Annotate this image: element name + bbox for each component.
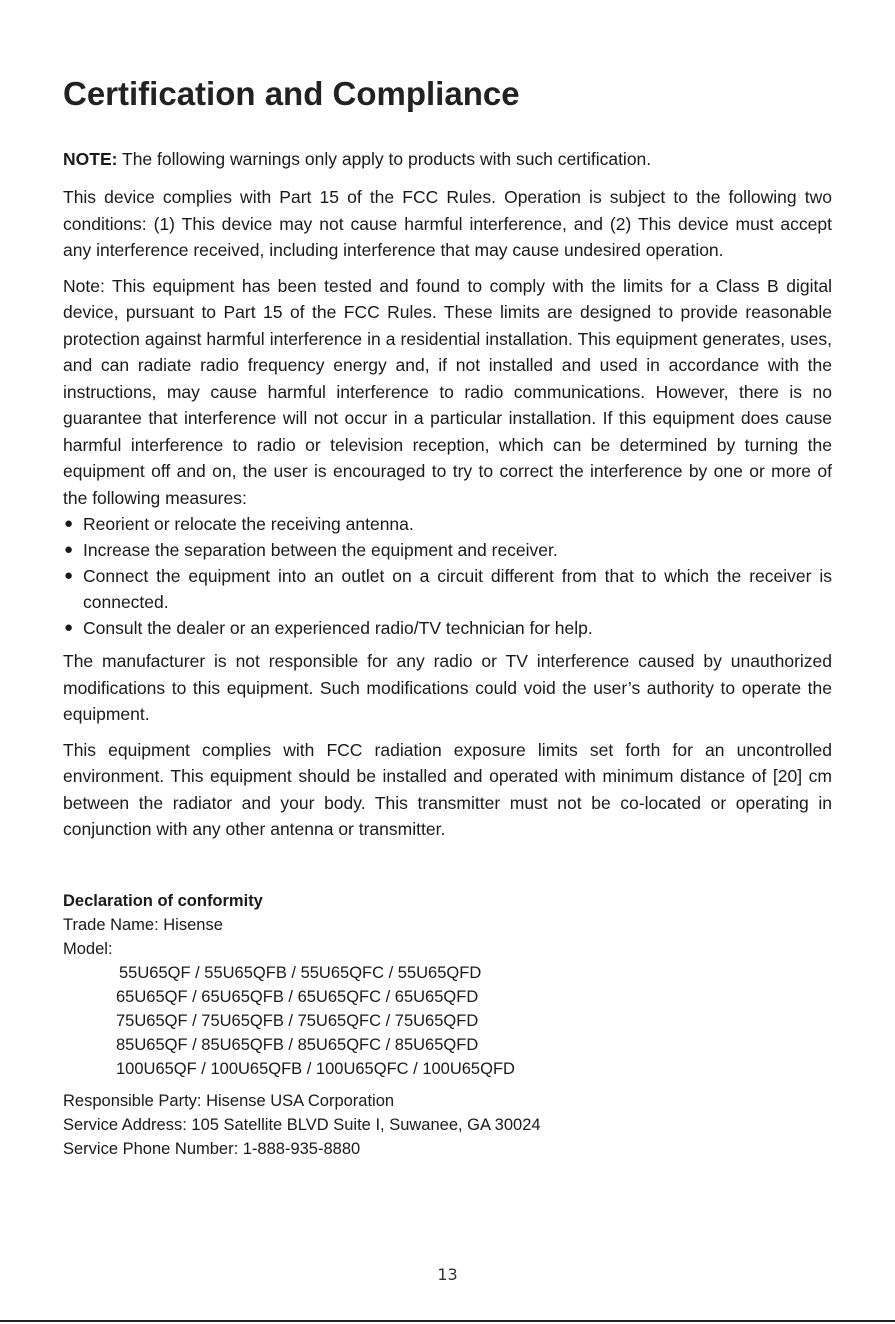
measures-list	[63, 511, 832, 641]
responsible-party: Responsible Party: Hisense USA Corporation	[63, 1091, 395, 1110]
model-line: 65U65QF / 65U65QFB / 65U65QFC / 65U65QFD	[116, 987, 479, 1006]
page-title: Certification and Compliance	[63, 75, 520, 112]
declaration-heading: Declaration of conformity	[63, 891, 263, 910]
radiation-paragraph: This equipment complies with FCC radiation exposure limits set forth for an uncontrolled environment. This equipment should be installed and operated with minimum distance of [20] cm between the radiator and your body. This transmitter must not be co-located or operating in conjunction with any other antenna or transmitter.	[63, 739, 832, 839]
page-content	[63, 74, 832, 1161]
note-label: NOTE:	[63, 149, 118, 169]
model-label: Model:	[63, 939, 113, 958]
model-line: 85U65QF / 85U65QFB / 85U65QFC / 85U65QFD	[116, 1035, 479, 1054]
list-item	[63, 537, 832, 563]
bottom-divider	[0, 1320, 895, 1322]
measure-text: Connect the equipment into an outlet on a circuit different from that to which the receiver is connected.	[83, 566, 832, 612]
list-item	[63, 563, 832, 615]
model-line: 55U65QF / 55U65QFB / 55U65QFC / 55U65QFD	[119, 963, 482, 982]
trade-name: Trade Name: Hisense	[63, 915, 223, 934]
model-line: 75U65QF / 75U65QFB / 75U65QFC / 75U65QFD	[116, 1011, 479, 1030]
manufacturer-paragraph: The manufacturer is not responsible for any radio or TV interference caused by unauthorized modifications to this equipment. Such modifications could void the user’s authority to operate the equipment.	[63, 651, 832, 724]
fcc-part15-paragraph: This device complies with Part 15 of the FCC Rules. Operation is subject to the following two conditions: (1) This device may not cause harmful interference, and (2) This device must accept any interference received, including interference that may cause undesired operation.	[63, 187, 832, 260]
service-phone: Service Phone Number: 1-888-935-8880	[63, 1139, 361, 1158]
measure-text: Consult the dealer or an experienced radio/TV technician for help.	[83, 618, 593, 638]
bullet-icon: ●	[64, 541, 74, 558]
list-item	[63, 615, 832, 641]
measure-text: Reorient or relocate the receiving antenna.	[83, 514, 414, 534]
page-number: 13	[437, 1265, 458, 1284]
note-text: The following warnings only apply to products with such certification.	[117, 149, 652, 169]
bullet-icon: ●	[64, 567, 74, 584]
bullet-icon: ●	[64, 619, 74, 636]
service-address: Service Address: 105 Satellite BLVD Suite I, Suwanee, GA 30024	[63, 1115, 541, 1134]
model-list	[63, 961, 832, 1081]
model-line: 100U65QF / 100U65QFB / 100U65QFC / 100U65QFD	[116, 1059, 515, 1078]
declaration-section	[63, 889, 832, 1161]
list-item	[63, 511, 832, 537]
class-b-paragraph: Note: This equipment has been tested and found to comply with the limits for a Class B digital device, pursuant to Part 15 of the FCC Rules. These limits are designed to provide reasonable protection against harmful interference in a residential installation. This equipment generates, uses, and can radiate radio frequency energy and, if not installed and used in accordance with the instructions, may cause harmful interference to radio communications. However, there is no guarantee that interference will not occur in a particular installation. If this equipment does cause harmful interference to radio or television reception, which can be determined by turning the equipment off and on, the user is encouraged to try to correct the interference by one or more of the following measures:	[63, 275, 832, 508]
measure-text: Increase the separation between the equipment and receiver.	[83, 540, 558, 560]
bullet-icon: ●	[64, 515, 74, 532]
note-line	[63, 146, 832, 172]
